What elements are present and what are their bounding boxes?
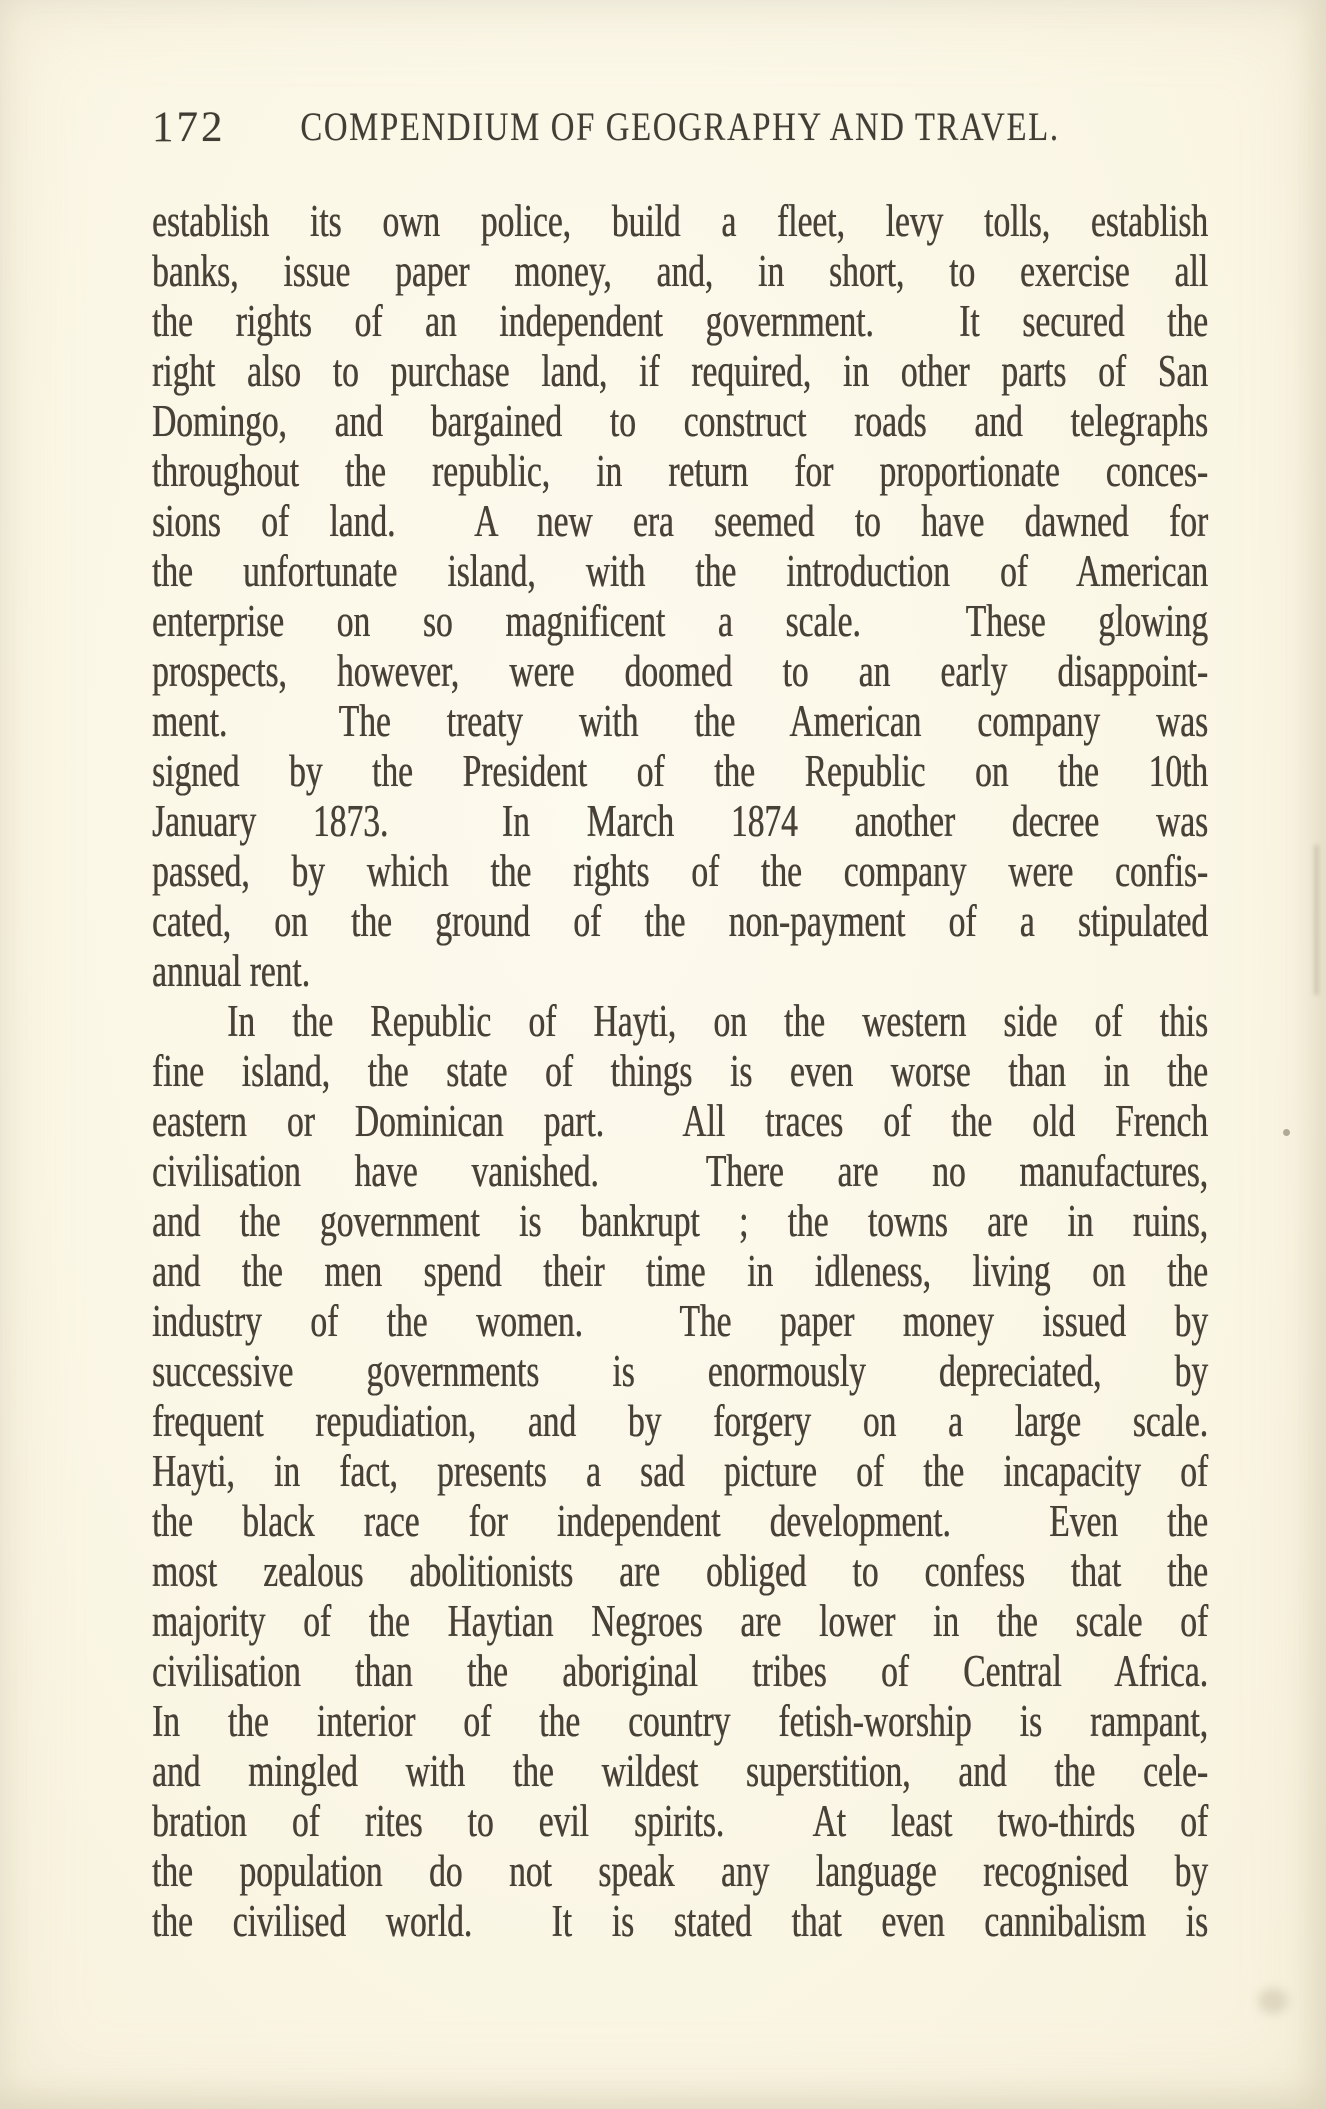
text-line: passed, by which the rights of the company were confis- [152,846,1208,896]
text-line: January 1873. In March 1874 another decree was [152,796,1208,846]
text-line: and the government is bankrupt ; the towns are in ruins, [152,1196,1208,1246]
text-line: cated, on the ground of the non-payment of a stipulated [152,896,1208,946]
page-number: 172 [152,104,226,151]
text-line: In the Republic of Hayti, on the western side of this [227,996,1208,1046]
text-line: the unfortunate island, with the introduction of American [152,546,1208,596]
text-line: the population do not speak any language recognised by [152,1846,1208,1896]
running-title-wrap [152,103,1208,150]
text-line: successive governments is enormously depreciated, by [152,1346,1208,1396]
text-line: frequent repudiation, and by forgery on a large scale. [152,1396,1208,1446]
text-line: annual rent. [152,946,310,996]
scan-smudge [1258,1988,1288,2014]
text-line: civilisation than the aboriginal tribes of Central Africa. [152,1646,1208,1696]
text-line: throughout the republic, in return for proportionate conces- [152,446,1208,496]
text-line: banks, issue paper money, and, in short, to exercise all [152,246,1208,296]
text-line: the black race for independent development. Even the [152,1496,1208,1546]
text-line: signed by the President of the Republic on the 10th [152,746,1208,796]
text-line: establish its own police, build a fleet, levy tolls, establish [152,196,1208,246]
text-line: majority of the Haytian Negroes are lower in the scale of [152,1596,1208,1646]
text-line: sions of land. A new era seemed to have dawned for [152,496,1208,546]
running-title: COMPENDIUM OF GEOGRAPHY AND TRAVEL. [300,104,1060,149]
text-line: the rights of an independent government. It secured the [152,296,1208,346]
text-line: most zealous abolitionists are obliged to confess that the [152,1546,1208,1596]
text-line: industry of the women. The paper money issued by [152,1296,1208,1346]
text-line: civilisation have vanished. There are no manufactures, [152,1146,1208,1196]
scan-edge-streak [1314,845,1319,995]
text-line: prospects, however, were doomed to an early disappoint- [152,646,1208,696]
text-line: enterprise on so magnificent a scale. These glowing [152,596,1208,646]
text-line: bration of rites to evil spirits. At least two-thirds of [152,1796,1208,1846]
text-line: right also to purchase land, if required, in other parts of San [152,346,1208,396]
text-line: Hayti, in fact, presents a sad picture of the incapacity of [152,1446,1208,1496]
running-head [152,0,1208,160]
text-line: ment. The treaty with the American company was [152,696,1208,746]
text-line: eastern or Dominican part. All traces of the old French [152,1096,1208,1146]
text-line: the civilised world. It is stated that even cannibalism is [152,1896,1208,1946]
text-line: and mingled with the wildest superstition, and the cele- [152,1746,1208,1796]
scan-speck [1283,1129,1290,1136]
text-line: In the interior of the country fetish-worship is rampant, [152,1696,1208,1746]
text-column [152,196,1208,1946]
text-line: fine island, the state of things is even worse than in the [152,1046,1208,1096]
text-line: and the men spend their time in idleness, living on the [152,1246,1208,1296]
text-line: Domingo, and bargained to construct roads and telegraphs [152,396,1208,446]
